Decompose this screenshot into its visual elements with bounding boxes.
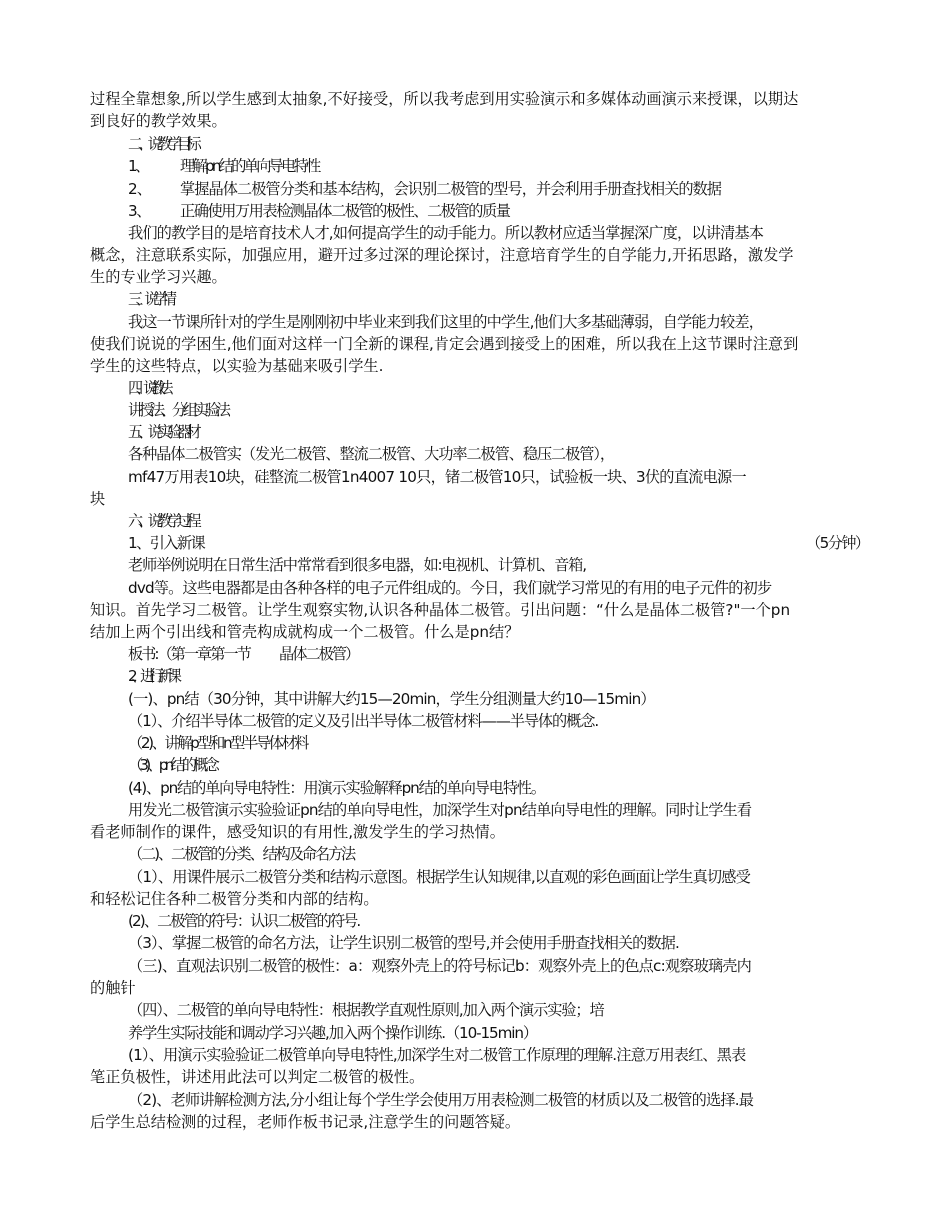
- section-heading-students: 三 、说学情: [128, 290, 171, 308]
- goal-number: 2、: [128, 180, 151, 198]
- intro-line-1: 过程全靠想象,所以学生感到太抽象,不好接受，所以我考虑到用实验演示和多媒体动画演示来授课，以期达: [90, 90, 799, 108]
- students-line-2: 使我们说说的学困生,他们面对这样一门全新的课程,肯定会遇到接受上的困难，所以我在上这节课时注意到: [90, 335, 799, 353]
- part4-item2-line-2: 后学生总结检测的过程，老师作板书记录,注意学生的问题答疑。: [90, 1113, 521, 1131]
- step1-time: （5分钟）: [806, 534, 869, 552]
- goal-item-2: [128, 178, 903, 200]
- part2-item-2: (2)、二极管的符号：认识二极管的符号.: [128, 912, 360, 930]
- step1-title: 1、引入新课: [128, 534, 205, 552]
- students-line-3: 学生的这些特点，以实验为基础来吸引学生.: [90, 357, 384, 375]
- goal-text: 正确使用万用表检测晶体二极管的极性、二极管的质量: [180, 202, 510, 220]
- goal-item-3: [128, 200, 903, 222]
- step1-line-4: 结加上两个引出线和管壳构成就构成一个二极管。什么是pn结？: [90, 623, 520, 641]
- part1-item-2: （2)、讲解p型和n型半导体材料: [128, 734, 308, 752]
- equipment-line-3: 块: [90, 490, 106, 508]
- goal-item-1: [128, 155, 903, 177]
- step1-line-2: dvd等。这些电器都是由各种各样的电子元件组成的。今日，我们就学习常见的有用的电子元件的初步: [128, 579, 772, 597]
- students-line-1: 我这一节课所针对的学生是刚刚初中毕业来到我们这里的中学生,他们大多基础薄弱，自学能力较差，: [128, 313, 764, 331]
- section-heading-process: 六、说教学过程: [128, 512, 197, 530]
- section-heading-equipment: 五、说实验器材: [128, 423, 197, 441]
- step1-line-3: 知识。首先学习二极管。让学生观察实物,认识各种晶体二极管。引出问题：“什么是晶体二极管?"一个pn: [90, 601, 791, 619]
- step2-title: 2、进行新课: [128, 667, 176, 685]
- part4-line-2: 养学生实际技能和调动学习兴趣,加入两个操作训练.（10-15min）: [128, 1024, 537, 1042]
- part2-item-3: （3）、掌握二极管的命名方法，让学生识别二极管的型号,并会使用手册查找相关的数据.: [128, 934, 679, 952]
- part1-heading: (一)、pn结（30分钟，其中讲解大约15—20min，学生分组测量大约10—15min）: [128, 690, 655, 708]
- goals-para-line-2: 概念，注意联系实际，加强应用，避开过多过深的理论探讨，注意培育学生的自学能力,开拓思路，激发学: [90, 246, 794, 264]
- intro-line-2: 到良好的教学效果。: [90, 112, 227, 130]
- part1-item-1: （1）、介绍半导体二极管的定义及引出半导体二极管材料——半导体的概念.: [128, 712, 599, 730]
- goal-text: 理解pn结的单向导电特性: [180, 157, 319, 175]
- part1-para-line-2: 看老师制作的课件，感受知识的有用性,激发学生的学习热情。: [90, 823, 505, 841]
- board-note: 板书:（第一章第一节 晶体二极管）: [128, 645, 359, 663]
- part4-item1-line-1: (1）、用演示实验验证二极管单向导电特性,加深学生对二极管工作原理的理解.注意万用表红、黑表: [128, 1046, 746, 1064]
- goal-number: 1、: [128, 157, 148, 175]
- part1-para-line-1: 用发光二极管演示实验验证pn结的单向导电性，加深学生对pn结单向导电性的理解。同时让学生看: [128, 801, 752, 819]
- part3-line-2: 的触针: [90, 979, 136, 997]
- equipment-line-2: mf47万用表10块，硅整流二极管1n4007 10只，锗二极管10只，试验板一块、3伏的直流电源一: [128, 468, 746, 486]
- part3-line-1: （三)、直观法识别二极管的极性：a：观察外壳上的符号标记b：观察外壳上的色点c:观察玻璃壳内: [128, 957, 752, 975]
- part4-item1-line-2: 笔正负极性，讲述用此法可以判定二极管的极性。: [90, 1068, 425, 1086]
- part2-item1-line-1: （1）、用课件展示二极管分类和结构示意图。根据学生认知规律,以直观的彩色画面让学生真切感受: [128, 868, 750, 886]
- step1-title-row: [128, 532, 903, 554]
- part4-line-1: （四）、二极管的单向导电特性：根据教学直观性原则,加入两个演示实验；培: [128, 1001, 604, 1019]
- equipment-line-1: 各种晶体二极管实（发光二极管、整流二极管、大功率二极管、稳压二极管），: [128, 445, 614, 463]
- methods-text: 讲授法、分组实验法: [128, 401, 227, 419]
- section-heading-goals: 二、说教学目标: [128, 135, 197, 153]
- part2-heading: （二)、二极管的分类、结构及命名方法: [128, 845, 355, 863]
- step1-line-1: 老师举例说明在日常生活中常常看到很多电器，如:电视机、计算机、音箱,: [128, 556, 586, 574]
- goal-number: 3、: [128, 202, 150, 220]
- section-heading-methods: 四、说教法: [128, 379, 166, 397]
- part2-item1-line-2: 和轻松记住各种二极管分类和内部的结构。: [90, 890, 379, 908]
- part1-item-3: （3)、pn结的概念: [128, 756, 216, 774]
- goal-text: 掌握晶体二极管分类和基本结构，会识别二极管的型号，并会利用手册查找相关的数据: [180, 180, 722, 198]
- part1-item-4: (4)、pn结的单向导电特性：用演示实验解释pn结的单向导电特性。: [128, 779, 545, 797]
- goals-para-line-1: 我们的教学目的是培育技术人才,如何提高学生的动手能力。所以教材应适当掌握深广度，以讲清基本: [128, 224, 764, 242]
- goals-para-line-3: 生的专业学习兴趣。: [90, 268, 227, 286]
- part4-item2-line-1: （2)、老师讲解检测方法,分小组让每个学生学会使用万用表检测二极管的材质以及二极管的选择.最: [128, 1091, 754, 1109]
